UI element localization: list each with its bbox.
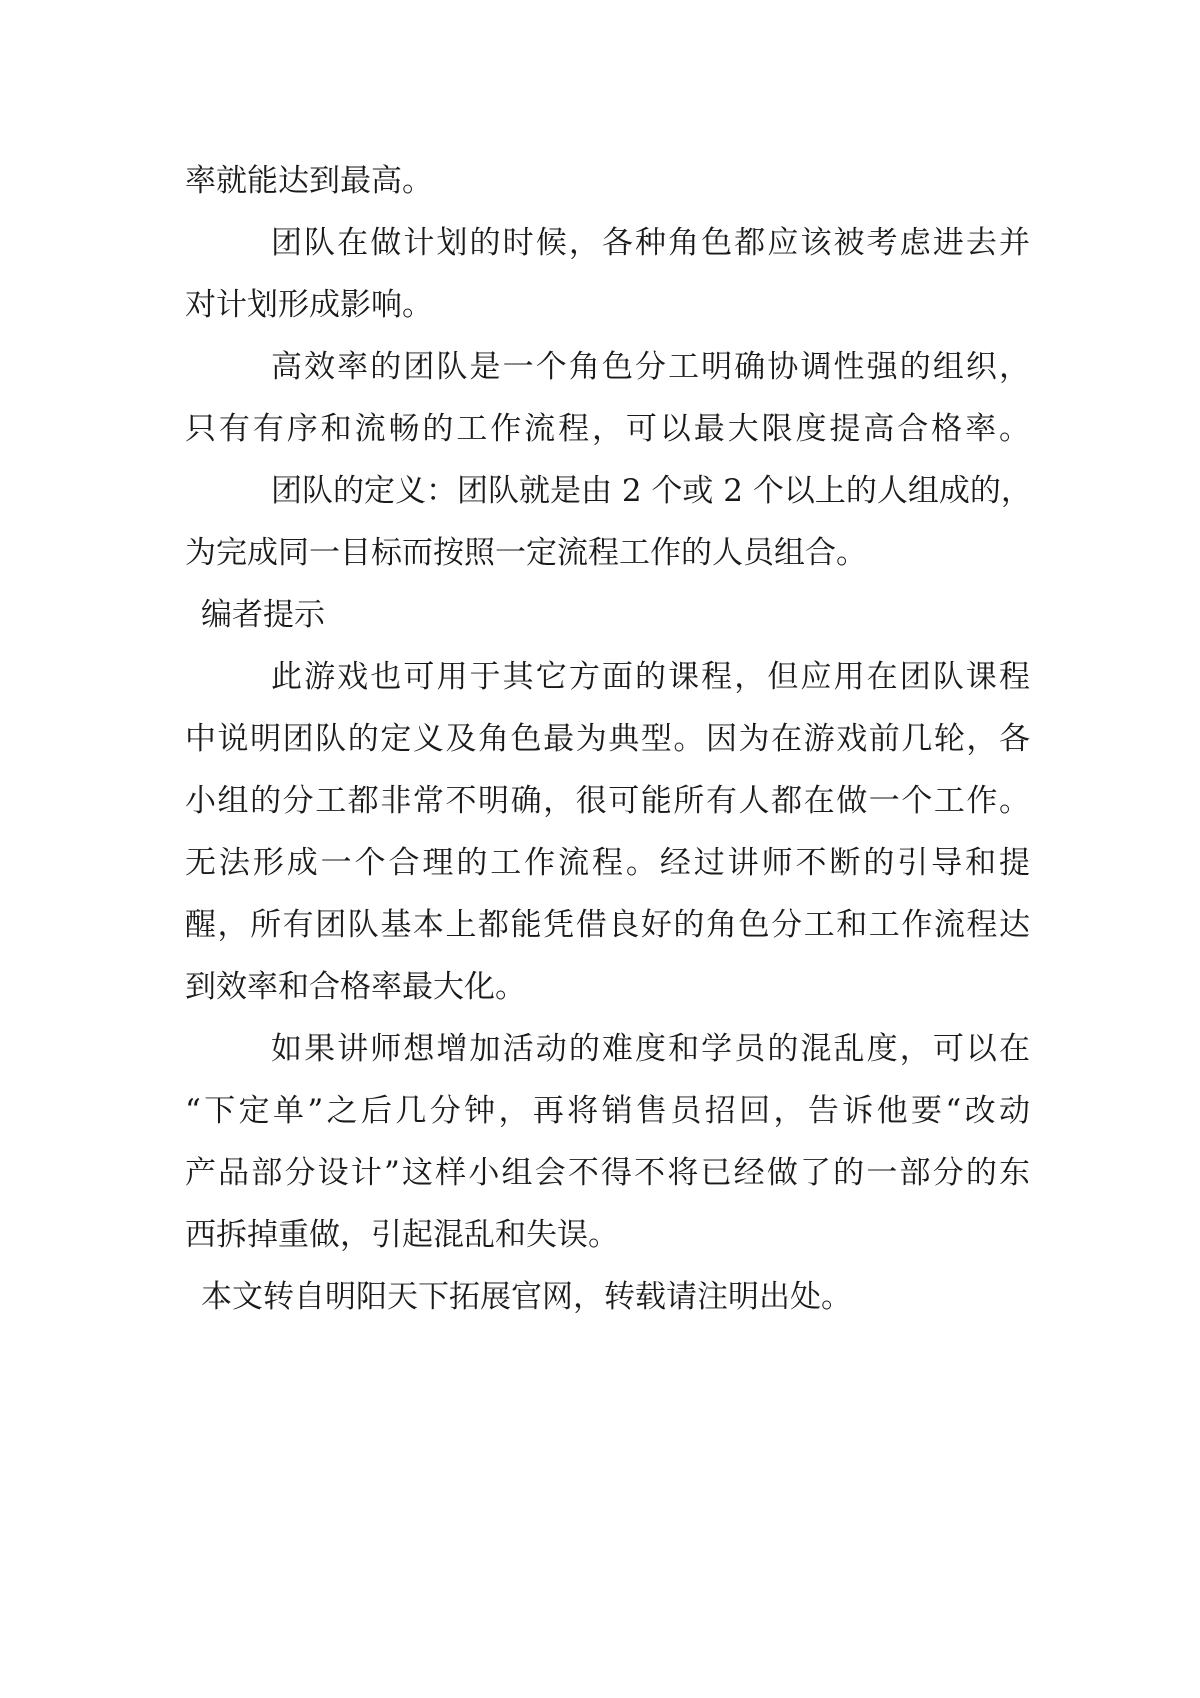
text-line: 产品部分设计”这样小组会不得不将已经做了的一部分的东: [185, 1155, 1030, 1191]
text-line: 率就能达到最高。: [185, 163, 433, 199]
text-line: 团队的定义：团队就是由 2 个或 2 个以上的人组成的，: [271, 473, 1032, 509]
text-line: 西拆掉重做，引起混乱和失误。: [185, 1217, 619, 1253]
text-line: 团队在做计划的时候，各种角色都应该被考虑进去并: [271, 225, 1030, 261]
section-heading: 编者提示: [201, 597, 325, 633]
text-line: 如果讲师想增加活动的难度和学员的混乱度，可以在: [271, 1031, 1030, 1067]
source-note: 本文转自明阳天下拓展官网，转载请注明出处。: [201, 1279, 852, 1315]
text-line: 对计划形成影响。: [185, 287, 433, 323]
document-body: [185, 150, 1030, 1328]
text-line: 只有有序和流畅的工作流程，可以最大限度提高合格率。: [185, 411, 1030, 447]
text-line: 高效率的团队是一个角色分工明确协调性强的组织，: [271, 349, 1030, 385]
text-line: 中说明团队的定义及角色最为典型。因为在游戏前几轮，各: [185, 721, 1030, 757]
text-line: 无法形成一个合理的工作流程。经过讲师不断的引导和提: [185, 845, 1030, 881]
text-line: 为完成同一目标而按照一定流程工作的人员组合。: [185, 535, 867, 571]
text-line: 小组的分工都非常不明确，很可能所有人都在做一个工作。: [185, 783, 1030, 819]
text-line: 到效率和合格率最大化。: [185, 969, 526, 1005]
text-line: 此游戏也可用于其它方面的课程，但应用在团队课程: [271, 659, 1030, 695]
text-line: “下定单”之后几分钟，再将销售员招回，告诉他要“改动: [185, 1093, 1030, 1129]
text-line: 醒，所有团队基本上都能凭借良好的角色分工和工作流程达: [185, 907, 1030, 943]
